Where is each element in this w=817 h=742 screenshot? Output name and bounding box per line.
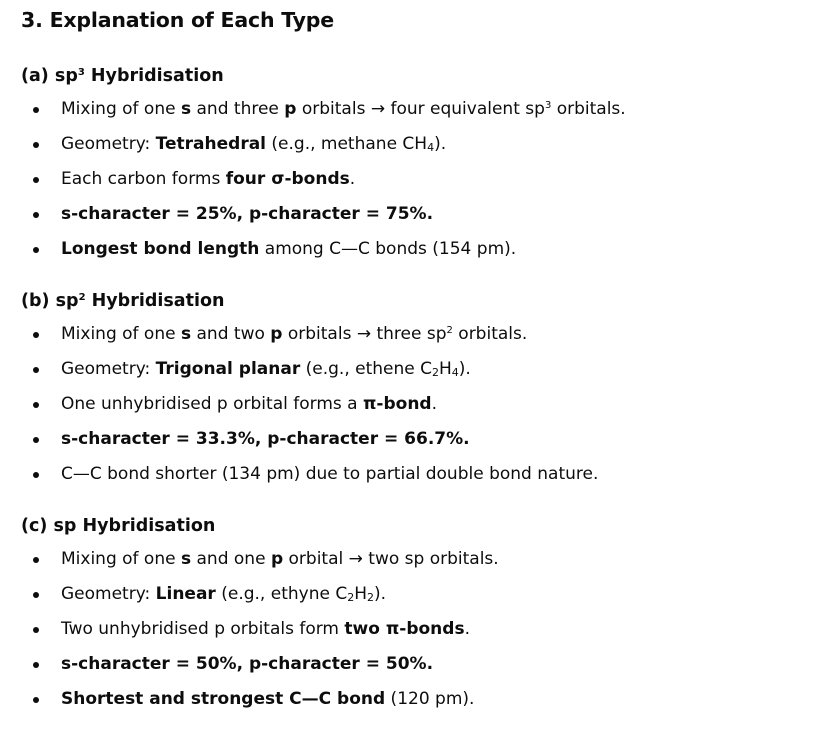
bullet-list xyxy=(21,547,811,722)
list-item: Mixing of one s and two p orbitals → three $sp^2$ orbitals. xyxy=(21,322,811,357)
bullet-icon xyxy=(33,402,39,408)
list-item: Two unhybridised p orbitals form two π-bonds. xyxy=(21,617,811,652)
list-item: s-character = 50%, p-character = 50%. xyxy=(21,652,811,687)
bullet-icon xyxy=(33,332,39,338)
list-item: Mixing of one s and one p orbital → two sp orbitals. xyxy=(21,547,811,582)
list-item: Mixing of one s and three p orbitals → four equivalent $sp^3$ orbitals. xyxy=(21,97,811,132)
list-item: Longest bond length among C—C bonds (154 pm). xyxy=(21,237,811,272)
page-title: 3. Explanation of Each Type xyxy=(21,8,334,32)
section-sp xyxy=(21,514,811,722)
bullet-icon xyxy=(33,142,39,148)
bullet-icon xyxy=(33,367,39,373)
list-item: Geometry: Tetrahedral (e.g., methane $CH_4$). xyxy=(21,132,811,167)
section-sp2 xyxy=(21,289,811,497)
bullet-icon xyxy=(33,662,39,668)
list-item: Shortest and strongest C—C bond (120 pm). xyxy=(21,687,811,722)
section-heading: (c) sp Hybridisation xyxy=(21,516,216,536)
section-sp3 xyxy=(21,64,811,272)
section-heading: (b) $sp^2$ Hybridisation xyxy=(21,291,225,311)
list-item: Geometry: Trigonal planar (e.g., ethene $C_2H_4$). xyxy=(21,357,811,392)
bullet-icon xyxy=(33,437,39,443)
section-heading: (a) $sp^3$ Hybridisation xyxy=(21,66,224,86)
bullet-icon xyxy=(33,697,39,703)
bullet-icon xyxy=(33,177,39,183)
bullet-icon xyxy=(33,107,39,113)
list-item: s-character = 25%, p-character = 75%. xyxy=(21,202,811,237)
bullet-list xyxy=(21,322,811,497)
list-item: One unhybridised p orbital forms a π-bond. xyxy=(21,392,811,427)
bullet-icon xyxy=(33,592,39,598)
bullet-icon xyxy=(33,557,39,563)
list-item: Geometry: Linear (e.g., ethyne $C_2H_2$). xyxy=(21,582,811,617)
bullet-icon xyxy=(33,627,39,633)
bullet-list xyxy=(21,97,811,272)
bullet-icon xyxy=(33,247,39,253)
list-item: Each carbon forms four σ-bonds. xyxy=(21,167,811,202)
list-item: s-character = 33.3%, p-character = 66.7%. xyxy=(21,427,811,462)
bullet-icon xyxy=(33,472,39,478)
list-item: C—C bond shorter (134 pm) due to partial double bond nature. xyxy=(21,462,811,497)
bullet-icon xyxy=(33,212,39,218)
